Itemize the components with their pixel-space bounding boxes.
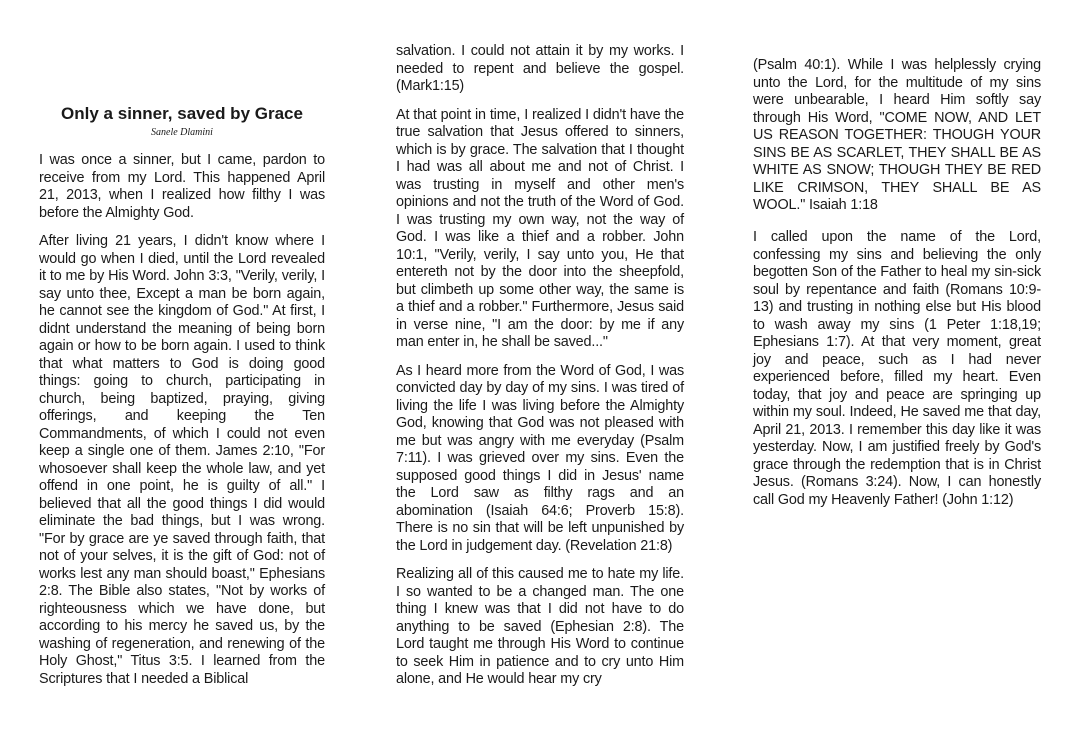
paragraph: As I heard more from the Word of God, I was convicted day by day of my sins. I was tired of living the life I was living before the Almighty God, knowing that God was not pleased with me but was angry with me everyday (Psalm 7:11). I was grieved over my sins. Even the supposed good things I did in Jesus' name the Lord saw as filthy rags and an abomination (Isaiah 64:6; Proverb 15:8). There is no sin that will be left unpunished by the Lord in judgement day. (Revelation 21:8) bbox=[396, 362, 684, 554]
paragraph: Realizing all of this caused me to hate my life. I so wanted to be a changed man. The one thing I knew was that I did not have to do anything to be saved (Ephesian 2:8). The Lord taught me through His Word to continue to seek Him in patience and to cry unto Him alone, and He would hear my cry bbox=[396, 566, 684, 687]
article-author: Sanele Dlamini bbox=[151, 127, 213, 138]
paragraph: At that point in time, I realized I didn't have the true salvation that Jesus offered to sinners, which is by grace. The salvation that I thought I had was all about me and not of Christ. I was trusting in myself and other men's opinions and not the truth of the Word of God. I was trusting my own way, not the way of God. I was like a thief and a robber. John 10:1, "Verily, verily, I say unto you, He that entereth not by the door into the sheepfold, but climbeth up some other way, the same is a thief and a robber." Furthermore, Jesus said in verse nine, "I am the door: by me if any man enter in, he shall be saved..." bbox=[396, 106, 684, 350]
article-title: Only a sinner, saved by Grace bbox=[61, 104, 303, 123]
column-1 bbox=[39, 103, 325, 699]
paragraph: After living 21 years, I didn't know where I would go when I died, until the Lord revealed it to me by His Word. John 3:3, "Verily, verily, I say unto thee, Except a man be born again, he cannot see the kingdom of God." At first, I didnt understand the meaning of being born again or how to be born again. I used to think that what matters to God is doing good things: going to church, participating in church, being baptized, praying, giving offerings, and keeping the Ten Commandments, of which I could not even keep a single one of them. James 2:10, "For whosoever shall keep the whole law, and yet offend in one point, he is guilty of all." I believed that all the good things I did would eliminate the bad things, but I was wrong. "For by grace are ye saved through faith, that not of your selves, it is the gift of God: not of works lest any man should boast," Ephesians 2:8. The Bible also states, "Not by works of righteousness which we have done, but according to his mercy he saved us, by the washing of regeneration, and renewing of the Holy Ghost," Titus 3:5. I learned from the Scriptures that I needed a Biblical bbox=[39, 233, 325, 687]
column-2 bbox=[396, 43, 684, 700]
paragraph: salvation. I could not attain it by my works. I needed to repent and believe the gospel. (Mark1:15) bbox=[396, 43, 684, 94]
paragraph: I called upon the name of the Lord, confessing my sins and believing the only begotten Son of the Father to heal my sin-sick soul by repentance and faith (Romans 10:9-13) and trusting in nothing else but His blood to wash away my sins (1 Peter 1:18,19; Ephesians 1:7). At that very moment, great joy and peace, such as I had never experienced before, filled my heart. Even today, that joy and peace are springing up within my soul. Indeed, He saved me that day, April 21, 2013. I remember this day like it was yesterday. Now, I am justified freely by God's grace through the redemption that is in Christ Jesus. (Romans 3:24). Now, I can honestly call God my Heavenly Father! (John 1:12) bbox=[753, 229, 1041, 508]
paragraph: (Psalm 40:1). While I was helplessly crying unto the Lord, for the multitude of my sins were unbearable, I heard Him softly say through His Word, "COME NOW, AND LET US REASON TOGETHER: THOUGH YOUR SINS BE AS SCARLET, THEY SHALL BE AS WHITE AS SNOW; THOUGH THEY BE RED LIKE CRIMSON, THEY SHALL BE AS WOOL." Isaiah 1:18 bbox=[753, 57, 1041, 214]
column-3 bbox=[753, 43, 1041, 520]
paragraph: I was once a sinner, but I came, pardon to receive from my Lord. This happened April 21, 2013, when I realized how filthy I was before the Almighty God. bbox=[39, 152, 325, 221]
